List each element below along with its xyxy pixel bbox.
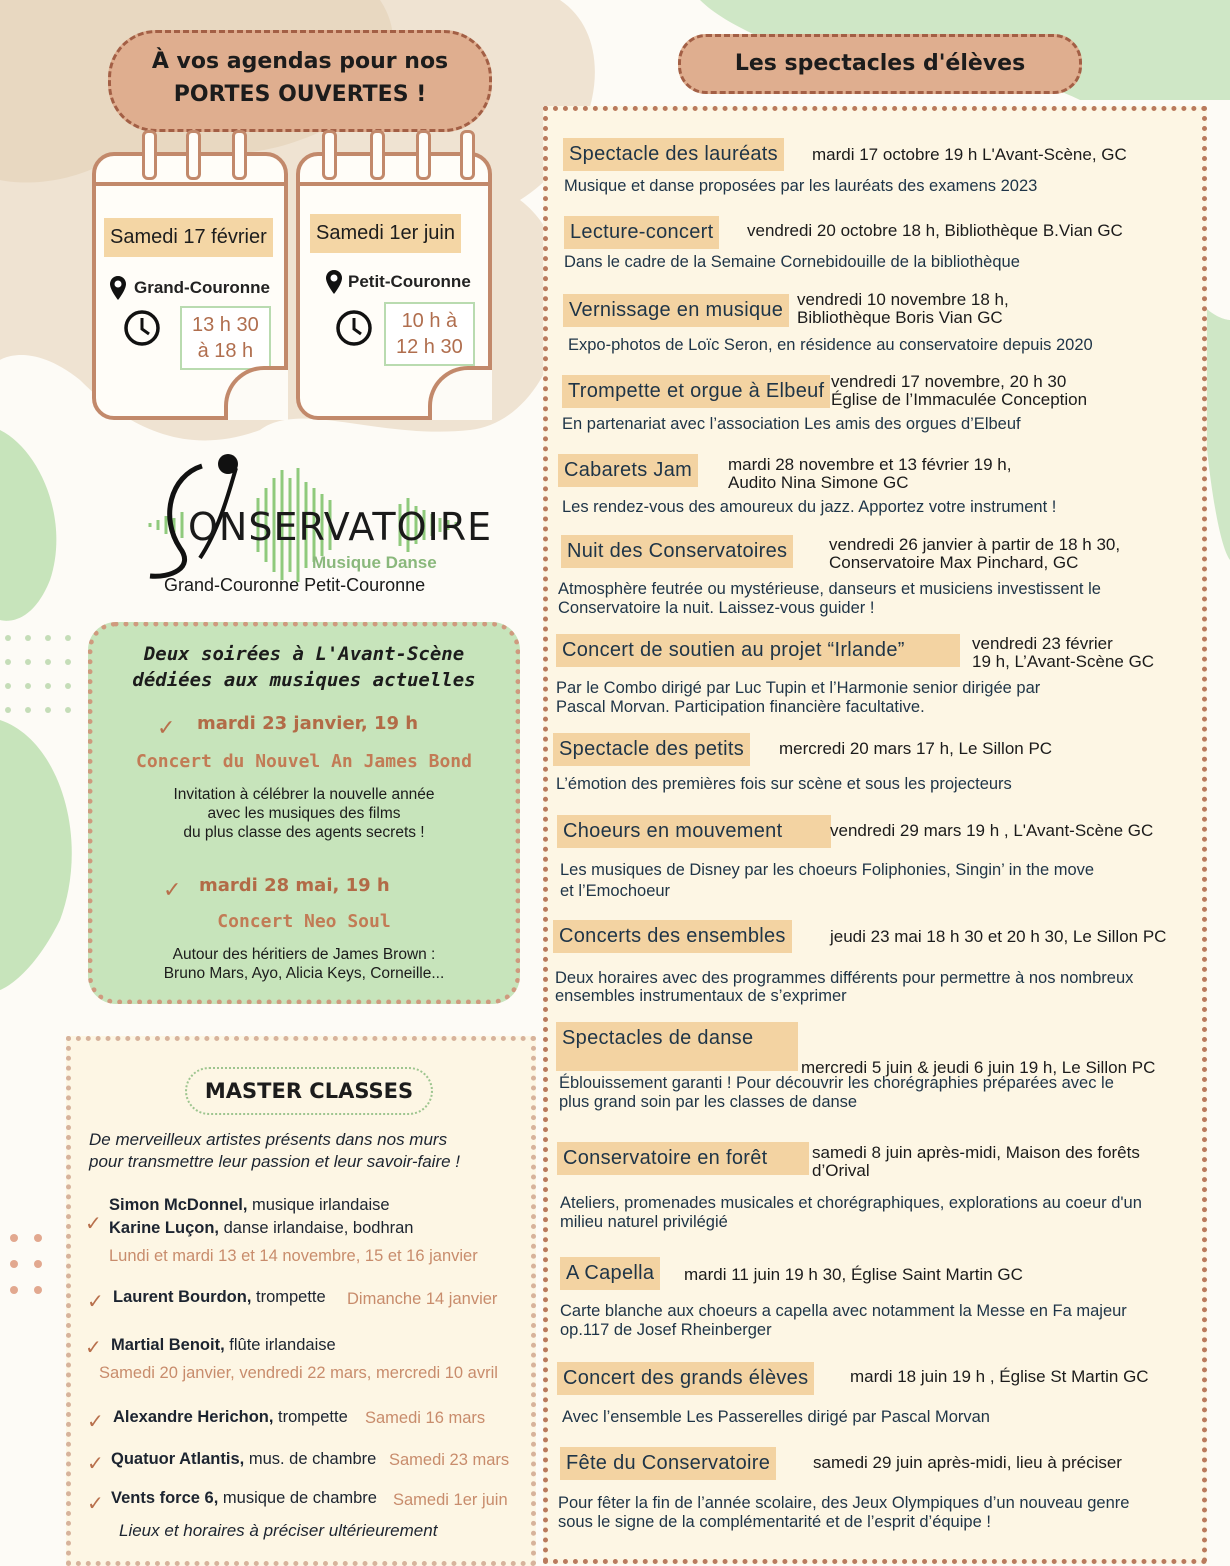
event-description-line2: ensembles instrumentaux de s’exprimer <box>555 987 847 1005</box>
artist-discipline: flûte irlandaise <box>224 1336 336 1354</box>
time-line2: à 18 h <box>197 340 254 362</box>
event-info: mercredi 20 mars 17 h, Le Sillon PC <box>779 739 1053 758</box>
soiree-2-name: Concert Neo Soul <box>217 911 391 932</box>
event-title: Trompette et orgue à Elbeuf <box>562 375 830 408</box>
soiree-2-desc-1: Autour des héritiers de James Brown : <box>172 946 436 963</box>
artist-discipline: trompette <box>251 1288 326 1306</box>
event-description: Dans le cadre de la Semaine Cornebidouille de la bibliothèque <box>564 253 1020 271</box>
artist-name: Karine Luçon, <box>109 1219 220 1237</box>
calendar-grand-couronne <box>92 152 288 420</box>
calendar-petit-couronne <box>296 152 492 420</box>
event-description-line2: Conservatoire la nuit. Laissez-vous guider ! <box>558 599 875 617</box>
soirees-title-line2: dédiées aux musiques actuelles <box>132 669 476 691</box>
event-description-line2: op.117 de Josef Rheinberger <box>560 1321 772 1339</box>
master-row <box>109 1196 390 1215</box>
calendar-time <box>180 306 271 370</box>
clock-icon <box>334 308 374 348</box>
artist-name: Simon McDonnel, <box>109 1196 248 1214</box>
event-info: mardi 28 novembre et 13 février 19 h, <box>728 455 1012 474</box>
soiree-1-name: Concert du Nouvel An James Bond <box>136 751 472 772</box>
master-dates: Samedi 20 janvier, vendredi 22 mars, mercredi 10 avril <box>99 1364 498 1382</box>
time-line2: 12 h 30 <box>396 336 463 358</box>
master-row <box>111 1489 377 1508</box>
event-info: mardi 17 octobre 19 h L'Avant-Scène, GC <box>812 145 1127 164</box>
event-description-line2: Pascal Morvan. Participation financière facultative. <box>556 698 925 716</box>
dot-grid-decoration <box>0 1228 50 1318</box>
artist-name: Martial Benoit, <box>111 1336 225 1354</box>
master-intro-2: pour transmettre leur passion et leur savoir-faire ! <box>89 1152 461 1171</box>
event-title: Concert de soutien au projet “Irlande” <box>556 634 960 667</box>
event-title: Concerts des ensembles <box>553 920 792 953</box>
event-info: vendredi 20 octobre 18 h, Bibliothèque B.Vian GC <box>747 221 1123 240</box>
location-pin-icon <box>110 276 126 300</box>
soiree-2-date: mardi 28 mai, 19 h <box>199 875 390 896</box>
event-title: Fête du Conservatoire <box>560 1447 776 1480</box>
event-description: En partenariat avec l’association Les amis des orgues d’Elbeuf <box>562 415 1021 433</box>
calendar-place: Grand-Couronne <box>134 278 270 297</box>
event-description: Avec l’ensemble Les Passerelles dirigé par Pascal Morvan <box>562 1408 990 1426</box>
artist-discipline: musique irlandaise <box>247 1196 390 1214</box>
event-info: mercredi 5 juin & jeudi 6 juin 19 h, Le Sillon PC <box>801 1058 1156 1077</box>
soiree-1-date: mardi 23 janvier, 19 h <box>197 713 419 734</box>
artist-discipline: danse irlandaise, bodhran <box>219 1219 414 1237</box>
artist-name: Alexandre Herichon, <box>113 1408 274 1426</box>
master-dates: Samedi 16 mars <box>365 1409 486 1427</box>
logo-wordmark: ONSERVATOIRE <box>188 505 493 549</box>
event-description-line2: sous le signe de la complémentarité et de l’esprit d’équipe ! <box>558 1513 991 1531</box>
master-dates: Samedi 1er juin <box>393 1491 508 1509</box>
event-title: Spectacles de danse <box>556 1022 798 1071</box>
master-row <box>109 1219 414 1238</box>
portes-title-line2: PORTES OUVERTES ! <box>173 82 427 107</box>
soirees-avant-scene-box <box>88 622 520 1004</box>
logo-subtitle: Musique Danse <box>312 553 437 572</box>
event-title: Vernissage en musique <box>563 294 789 327</box>
event-info: mardi 18 juin 19 h , Église St Martin GC <box>850 1367 1149 1386</box>
event-title: Choeurs en mouvement <box>557 815 831 848</box>
event-info: vendredi 23 février <box>972 634 1113 653</box>
event-title: A Capella <box>560 1257 660 1290</box>
soiree-2-desc-2: Bruno Mars, Ayo, Alicia Keys, Corneille... <box>163 965 445 982</box>
checkmark-icon: ✓ <box>87 1411 104 1433</box>
master-dates: Lundi et mardi 13 et 14 novembre, 15 et 16 janvier <box>109 1247 478 1265</box>
event-description-line2: et l’Emochoeur <box>560 882 671 900</box>
event-description: Deux horaires avec des programmes différents pour permettre à nos nombreux <box>555 969 1134 987</box>
event-description: Atmosphère feutrée ou mystérieuse, danseurs et musiciens investissent le <box>558 580 1101 598</box>
event-info: vendredi 10 novembre 18 h, <box>797 290 1009 309</box>
soiree-1-desc-2: avec les musiques des films <box>207 805 401 822</box>
event-title: Concert des grands élèves <box>557 1362 814 1395</box>
soirees-title-line1: Deux soirées à L'Avant-Scène <box>143 643 465 665</box>
event-description: Carte blanche aux choeurs a capella avec notamment la Messe en Fa majeur <box>560 1302 1127 1320</box>
checkmark-icon: ✓ <box>85 1337 102 1359</box>
event-title: Nuit des Conservatoires <box>561 535 793 568</box>
artist-discipline: mus. de chambre <box>244 1450 377 1468</box>
master-row <box>113 1288 326 1307</box>
checkmark-icon: ✓ <box>87 1493 104 1515</box>
portes-ouvertes-title <box>108 30 492 132</box>
clock-icon <box>122 308 162 348</box>
master-row <box>111 1336 336 1355</box>
event-description: Par le Combo dirigé par Luc Tupin et l’Harmonie senior dirigée par <box>556 679 1041 697</box>
event-info: vendredi 29 mars 19 h , L'Avant-Scène GC <box>830 821 1154 840</box>
checkmark-icon: ✓ <box>85 1213 102 1235</box>
event-info: vendredi 26 janvier à partir de 18 h 30, <box>829 535 1121 554</box>
calendar-time <box>384 302 475 366</box>
artist-discipline: trompette <box>273 1408 348 1426</box>
checkmark-icon: ✓ <box>87 1291 104 1313</box>
event-title: Spectacle des lauréats <box>563 138 784 171</box>
event-info: vendredi 17 novembre, 20 h 30 <box>831 372 1067 391</box>
master-classes-box <box>66 1036 536 1566</box>
artist-name: Quatuor Atlantis, <box>111 1450 245 1468</box>
calendar-place: Petit-Couronne <box>348 272 471 291</box>
event-title: Cabarets Jam <box>558 454 698 487</box>
master-dates: Dimanche 14 janvier <box>347 1290 498 1308</box>
event-title: Lecture-concert <box>564 216 719 249</box>
checkmark-icon: ✓ <box>87 1453 104 1475</box>
portes-title-line1: À vos agendas pour nos <box>151 49 449 74</box>
event-title: Conservatoire en forêt <box>557 1142 809 1175</box>
master-row <box>111 1450 376 1469</box>
event-description-line2: plus grand soin par les classes de danse <box>559 1093 858 1111</box>
event-info-line2: d’Orival <box>812 1161 870 1180</box>
soiree-1-desc-3: du plus classe des agents secrets ! <box>183 824 425 841</box>
event-description: Musique et danse proposées par les lauréats des examens 2023 <box>564 177 1038 195</box>
event-info-line2: Bibliothèque Boris Vian GC <box>797 308 1003 327</box>
event-info-line2: Audito Nina Simone GC <box>728 473 909 492</box>
event-description: Expo-photos de Loïc Seron, en résidence au conservatoire depuis 2020 <box>568 336 1093 354</box>
event-description-line2: milieu naturel privilégié <box>560 1213 728 1231</box>
event-info-line2: Conservatoire Max Pinchard, GC <box>829 553 1079 572</box>
event-description: L’émotion des premières fois sur scène et sous les projecteurs <box>556 775 1012 793</box>
location-pin-icon <box>326 270 342 294</box>
calendar-date: Samedi 17 février <box>104 218 273 257</box>
event-title: Spectacle des petits <box>553 733 750 766</box>
event-info-line2: Église de l’Immaculée Conception <box>831 390 1088 409</box>
logo-towns: Grand-Couronne Petit-Couronne <box>164 575 426 595</box>
event-info: samedi 29 juin après-midi, lieu à préciser <box>813 1453 1122 1472</box>
time-line1: 13 h 30 <box>192 314 259 336</box>
event-description: Ateliers, promenades musicales et chorégraphiques, explorations au coeur d'un <box>560 1194 1142 1212</box>
event-info-line2: 19 h, L’Avant-Scène GC <box>972 652 1155 671</box>
event-info: mardi 11 juin 19 h 30, Église Saint Martin GC <box>684 1265 1023 1284</box>
master-dates: Samedi 23 mars <box>389 1451 510 1469</box>
event-description: Les rendez-vous des amoureux du jazz. Apportez votre instrument ! <box>562 498 1057 516</box>
spectacles-title-text: Les spectacles d'élèves <box>734 51 1026 76</box>
event-description: Éblouissement garanti ! Pour découvrir les chorégraphies préparées avec le <box>559 1074 1114 1092</box>
spectacles-title <box>678 34 1082 94</box>
calendar-date: Samedi 1er juin <box>310 214 461 253</box>
master-footer: Lieux et horaires à préciser ultérieurement <box>119 1521 438 1540</box>
artist-discipline: musique de chambre <box>218 1489 377 1507</box>
page-curl <box>224 366 288 420</box>
event-description: Les musiques de Disney par les choeurs Foliphonies, Singin’ in the move <box>560 861 1095 879</box>
artist-name: Vents force 6, <box>111 1489 219 1507</box>
master-classes-title: MASTER CLASSES <box>185 1067 433 1115</box>
soiree-1-desc-1: Invitation à célébrer la nouvelle année <box>173 786 435 803</box>
dot-grid-decoration <box>0 630 80 720</box>
event-description: Pour fêter la fin de l’année scolaire, des Jeux Olympiques d’un nouveau genre <box>558 1494 1130 1512</box>
master-intro-1: De merveilleux artistes présents dans nos murs <box>89 1130 448 1149</box>
master-row <box>113 1408 348 1427</box>
page-curl <box>428 366 492 420</box>
event-info: samedi 8 juin après-midi, Maison des forêts <box>812 1143 1140 1162</box>
time-line1: 10 h à <box>401 310 458 332</box>
checkmark-icon: ✓ <box>157 715 176 740</box>
checkmark-icon: ✓ <box>163 877 182 902</box>
event-info: jeudi 23 mai 18 h 30 et 20 h 30, Le Sillon PC <box>830 927 1167 946</box>
artist-name: Laurent Bourdon, <box>113 1288 252 1306</box>
